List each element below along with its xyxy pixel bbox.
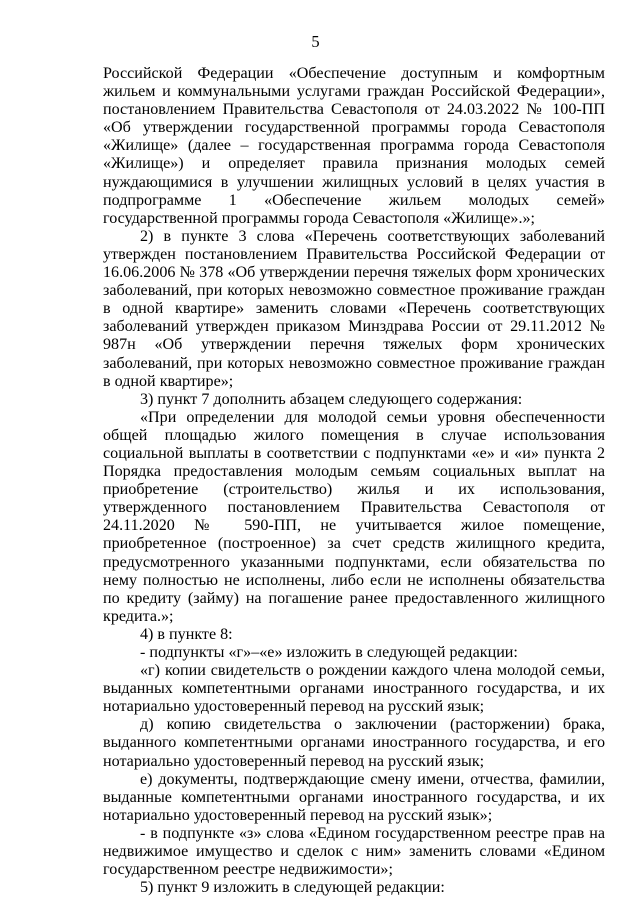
paragraph-item-5: 5) пункт 9 изложить в следующей редакции: [140,879,445,897]
paragraph-item-3: 3) пункт 7 дополнить абзацем следующего содержания: [140,390,523,408]
page-number: 5 [311,32,320,51]
paragraph-subitem-e: е) документы, подтверждающие смену имени, отчества, фамилии, выданные компетентными органами иностранного государства, и их нотариально удостоверенный перевод на русский язык»; [103,770,605,824]
paragraph-item-4: 4) в пункте 8: [140,625,233,643]
paragraph-subitems-intro: - подпункты «г»–«е» изложить в следующей редакции: [140,644,518,661]
paragraph-subitem-g: «г) копии свидетельств о рождении каждого члена молодой семьи, выданных компетентными органами иностранного государства, и их нотариально удостоверенный перевод на русский язык; [103,662,605,716]
paragraph-subitem-d: д) копию свидетельства о заключении (расторжении) брака, выданного компетентными органами иностранного государства, и его нотариально удостоверенный перевод на русский язык; [103,716,605,770]
paragraph-quoted-addition: «При определении для молодой семьи уровня обеспеченности общей площадью жилого помещения в случае использования социальной выплаты в соответствии с подпунктами «е» и «и» пункта 2 Порядка предоставления молодым семьям социальных выплат на приобретение (строительство) жилья и их использования, утвержденного постановлением Правительства Севастополя от 24.11.2020 № 590-ПП, не учитывается жилое помещение, приобретенное (построенное) за счет средств жилищного кредита, предусмотренного указанными подпунктами, если обязательства по нему полностью не исполнены, либо если не исполнены обязательства по кредиту (займу) на погашение ранее предоставленного жилищного кредита.»; [103,408,605,625]
paragraph-item-2: 2) в пункте 3 слова «Перечень соответствующих заболеваний утвержден постановлением Правительства Российской Федерации от 16.06.2006 № 378 «Об утверждении перечня тяжелых форм хронических заболеваний, при которых невозможно совместное проживание граждан в одной квартире» заменить словами «Перечень соответствующих заболеваний утвержден приказом Минздрава России от 29.11.2012 № 987н «Об утверждении перечня тяжелых форм хронических заболеваний, при которых невозможно совместное проживание граждан в одной квартире»; [103,227,605,390]
paragraph-continuation: Российской Федерации «Обеспечение доступным и комфортным жильем и коммунальными услугами граждан Российской Федерации», постановлением Правительства Севастополя от 24.03.2022 № 100-ПП «Об утверждении государственной программы города Севастополя «Жилище» (далее – государственная программа города Севастополя «Жилище») и определяет правила признания молодых семей нуждающимися в улучшении жилищных условий в целях участия в подпрограмме 1 «Обеспечение жильем молодых семей» государственной программы города Севастополя «Жилище».»; [103,65,605,227]
paragraph-subitem-z: - в подпункте «з» слова «Едином государственном реестре прав на недвижимое имущество и сделок с ним» заменить словами «Едином государственном реестре недвижимости»; [103,824,605,879]
document-body [103,65,605,897]
